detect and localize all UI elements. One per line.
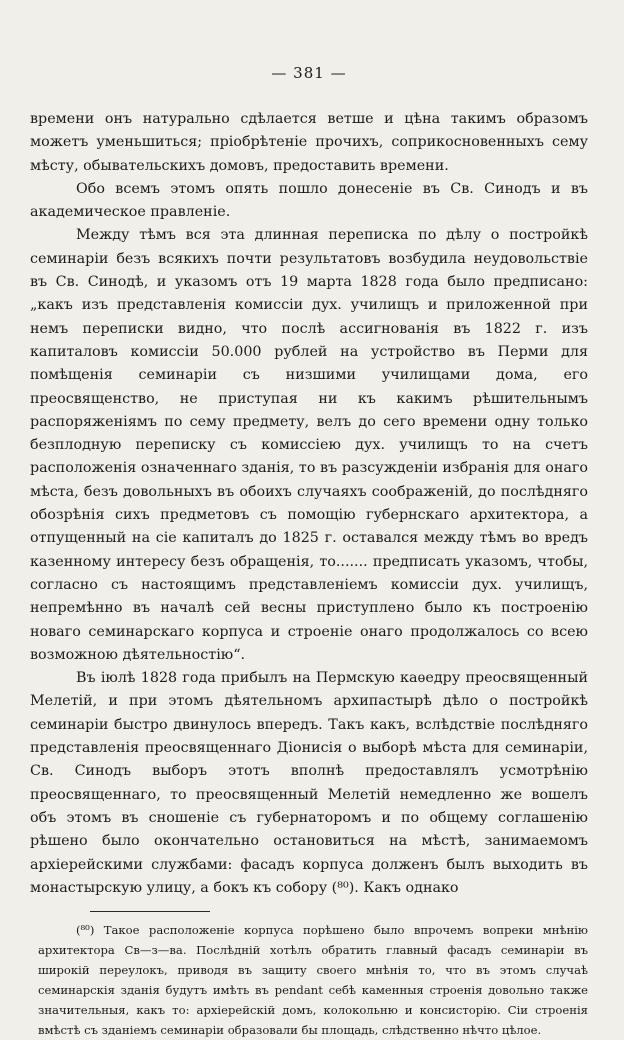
- body-text: [30, 108, 588, 900]
- footnote-marker: (⁸⁰): [76, 923, 95, 938]
- footnote-text: Такое расположеніе корпуса порѣшено было впрочемъ вопреки мнѣнію архитектора Св—з—ва. Послѣдній хотѣлъ обратить главный фасадъ семинаріи въ широкій переулокъ, приводя въ защиту своего мнѣнія то, что въ этомъ случаѣ семинарскія зданія будутъ имѣть въ pendant себѣ каменныя строенія довольно также значительныя, какъ то: архіерейскій домъ, колокольню и консисторію. Сіи строенія вмѣстѣ съ зданіемъ семинаріи образовали бы площадь, слѣдственно нѣчто цѣлое.: [38, 923, 589, 1038]
- footnote: [38, 920, 588, 1040]
- paragraph-3: Между тѣмъ вся эта длинная переписка по дѣлу о постройкѣ семинаріи безъ всякихъ почти результатовъ возбудила неудовольствіе въ Св. Синодѣ, и указомъ отъ 19 марта 1828 года было предписано: „какъ изъ представленія комиссіи дух. училищъ и приложенной при немъ переписки видно, что послѣ ассигнованія въ 1822 г. изъ капиталовъ комиссіи 50.000 рублей на устройство въ Перми для помѣщенія семинаріи съ низшими училищами дома, его преосвященство, не приступая ни къ какимъ рѣшительнымъ распоряженіямъ по сему предмету, велъ до сего времени одну только безплодную переписку съ комиссіею дух. училищъ то на счетъ расположенія означеннаго зданія, то въ разсужденіи избранія для онаго мѣста, безъ довольныхъ въ обоихъ случаяхъ соображеній, до послѣдняго обозрѣнія сихъ предметовъ съ помощію губернскаго архитектора, а отпущенный на сіе капиталъ до 1825 г. оставался между тѣмъ во вредъ казенному интересу безъ обращенія, то....... предписать указомъ, чтобы, согласно съ настоящимъ представленіемъ комиссіи дух. училищъ, непремѣнно въ началѣ сей весны приступлено было къ построенію новаго семинарскаго корпуса и строеніе онаго продолжалось со всею возможною дѣятельностію“.: [30, 227, 588, 663]
- paragraph-1: времени онъ натурально сдѣлается ветше и цѣна такимъ образомъ можетъ уменьшиться; пріобрѣтеніе прочихъ, соприкосновенныхъ сему мѣсту, обывательскихъ домовъ, предоставить времени.: [30, 111, 588, 174]
- paragraph-2: Обо всемъ этомъ опять пошло донесеніе въ Св. Синодъ и въ академическое правленіе.: [30, 180, 588, 221]
- footnote-divider: [90, 911, 210, 912]
- page-number: — 381 —: [271, 64, 347, 82]
- paragraph-4: Въ іюлѣ 1828 года прибылъ на Пермскую каѳедру преосвященный Мелетій, и при этомъ дѣятельномъ архипастырѣ дѣло о постройкѣ семинаріи быстро двинулось впередъ. Такъ какъ, вслѣдствіе послѣдняго представленія преосвященнаго Діонисія о выборѣ мѣста для семинаріи, Св. Синодъ выборъ этотъ вполнѣ предоставлялъ усмотрѣнію преосвященнаго, то преосвященный Мелетій немедленно же вошелъ объ этомъ въ сношеніе съ губернаторомъ и по общему соглашенію рѣшено было окончательно остановиться на мѣстѣ, занимаемомъ архіерейскими службами: фасадъ корпуса долженъ былъ выходить въ монастырскую улицу, а бокъ къ собору (⁸⁰). Какъ однако: [30, 670, 588, 896]
